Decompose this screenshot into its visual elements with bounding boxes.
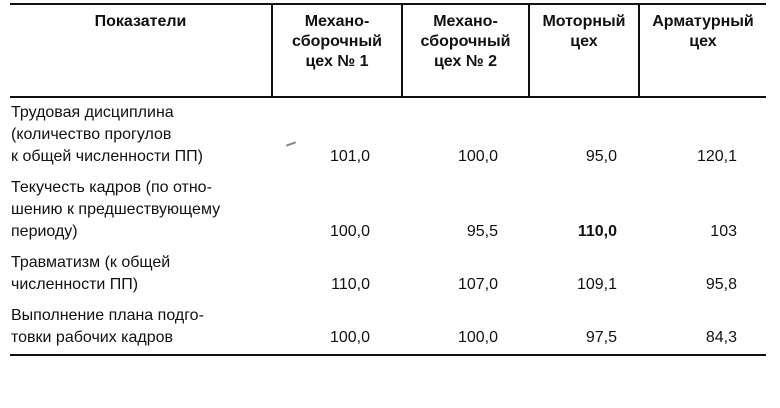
label-line: (количество прогулов (11, 126, 172, 143)
cell-value: 84,3 (639, 301, 766, 355)
row-label (10, 97, 272, 173)
header-assembly-shop-2 (402, 4, 529, 97)
header-line: Механо- (304, 13, 370, 30)
cell-value: 100,0 (402, 301, 529, 355)
cell-value: 97,5 (529, 301, 639, 355)
cell-value: 120,1 (696, 148, 737, 165)
cell-value: 95,8 (705, 276, 737, 293)
header-line: Моторный (542, 13, 626, 30)
header-assembly-shop-1 (272, 4, 402, 97)
header-fittings-shop (639, 4, 766, 97)
header-motor-shop (529, 4, 639, 97)
label-line: шению к предшествующему (11, 201, 221, 218)
header-line: цех № 2 (433, 53, 498, 70)
header-line: сборочный (292, 33, 382, 50)
header-line: сборочный (420, 33, 511, 50)
label-line: Травматизм (к общей (11, 254, 171, 271)
indicators-table (10, 3, 766, 356)
label-line: Текучесть кадров (по отно- (11, 179, 212, 196)
cell-value: 110,0 (577, 223, 617, 240)
table-row-labor-discipline (10, 97, 766, 173)
cell-value: 101,0 (329, 148, 370, 165)
header-line: Показатели (94, 13, 187, 30)
cell-value: 109,1 (576, 276, 617, 293)
cell-value: 100,0 (329, 223, 370, 240)
header-line: Арматурный (652, 13, 754, 30)
label-line: Трудовая дисциплина (11, 104, 174, 121)
table-row-injuries (10, 248, 766, 301)
table-header-row (10, 4, 766, 97)
cell-value: 103 (710, 223, 737, 240)
label-line: Выполнение плана подго- (11, 307, 204, 324)
cell-value: 100,0 (457, 148, 498, 165)
row-label (10, 301, 272, 355)
table-row-staff-turnover (10, 173, 766, 248)
header-line: Механо- (433, 13, 498, 30)
label-line: численности ПП) (11, 276, 139, 293)
cell-value: 95,5 (466, 223, 498, 240)
row-label (10, 248, 272, 301)
label-line: товки рабочих кадров (11, 329, 174, 346)
cell-value: 110,0 (331, 276, 370, 293)
row-label (10, 173, 272, 248)
header-line: цех (570, 33, 598, 50)
header-line: цех № 1 (305, 53, 369, 70)
cell-value: 107,0 (457, 276, 498, 293)
header-indicators (10, 4, 272, 97)
label-line: к общей численности ПП) (11, 148, 203, 165)
indicators-table-container (10, 3, 766, 356)
label-line: периоду) (11, 223, 78, 240)
header-line: цех (689, 33, 717, 50)
cell-value: 100,0 (272, 301, 402, 355)
cell-value: 95,0 (585, 148, 617, 165)
table-row-training-plan (10, 301, 766, 355)
